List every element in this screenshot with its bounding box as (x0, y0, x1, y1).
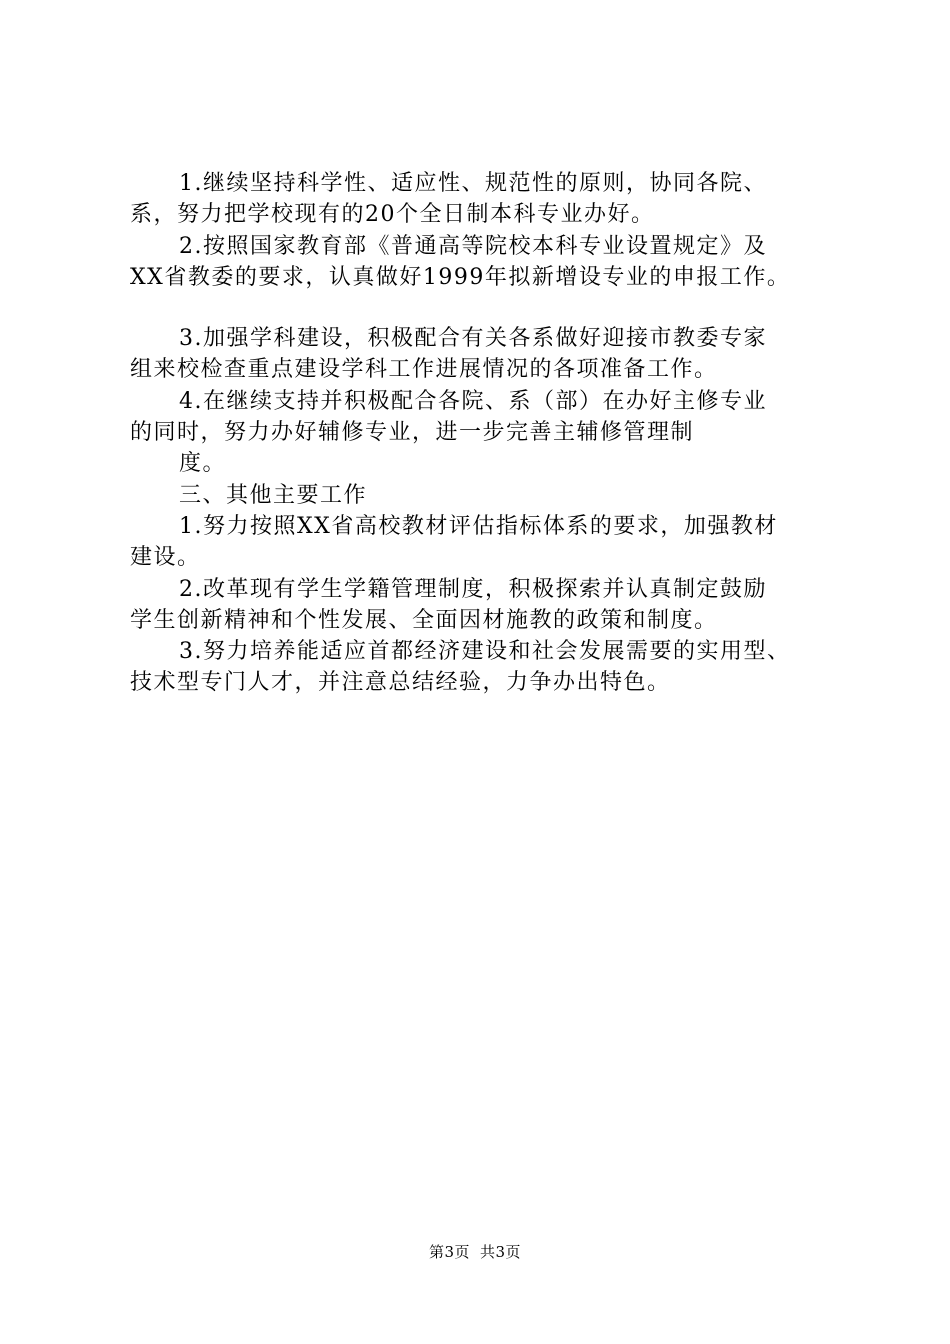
paragraph-line: 学生创新精神和个性发展、全面因材施教的政策和制度。 (130, 607, 718, 633)
section-heading: 三、其他主要工作 (179, 482, 368, 508)
paragraph-line: 建设。 (130, 545, 201, 571)
paragraph-line: 组来校检查重点建设学科工作进展情况的各项准备工作。 (130, 357, 718, 383)
page-number: 第3页 (428, 1243, 470, 1261)
paragraph-line: 技术型专门人才，并注意总结经验，力争办出特色。 (130, 670, 671, 696)
paragraph-line: 4.在继续支持并积极配合各院、系（部）在办好主修专业 (179, 388, 767, 414)
paragraph-line: 3.努力培养能适应首都经济建设和社会发展需要的实用型、 (179, 639, 791, 665)
paragraph-line: 1.努力按照XX省高校教材评估指标体系的要求，加强教材 (179, 513, 778, 539)
page-total: 共3页 (480, 1243, 522, 1261)
paragraph-line: 1.继续坚持科学性、适应性、规范性的原则，协同各院、 (179, 171, 767, 196)
paragraph-line: 2.改革现有学生学籍管理制度，积极探索并认真制定鼓励 (179, 576, 767, 602)
document-body (130, 168, 830, 699)
paragraph-line: 度。 (179, 451, 227, 477)
paragraph-gap (130, 293, 830, 323)
page-footer (0, 1241, 950, 1262)
paragraph-line: 3.加强学科建设，积极配合有关各系做好迎接市教委专家 (179, 326, 767, 352)
paragraph-line: XX省教委的要求，认真做好1999年拟新增设专业的申报工作。 (130, 264, 791, 290)
paragraph-line: 2.按照国家教育部《普通高等院校本科专业设置规定》及 (179, 233, 767, 259)
paragraph-line: 的同时，努力办好辅修专业，进一步完善主辅修管理制 (130, 420, 695, 446)
paragraph-line: 系，努力把学校现有的20个全日制本科专业办好。 (130, 202, 655, 228)
